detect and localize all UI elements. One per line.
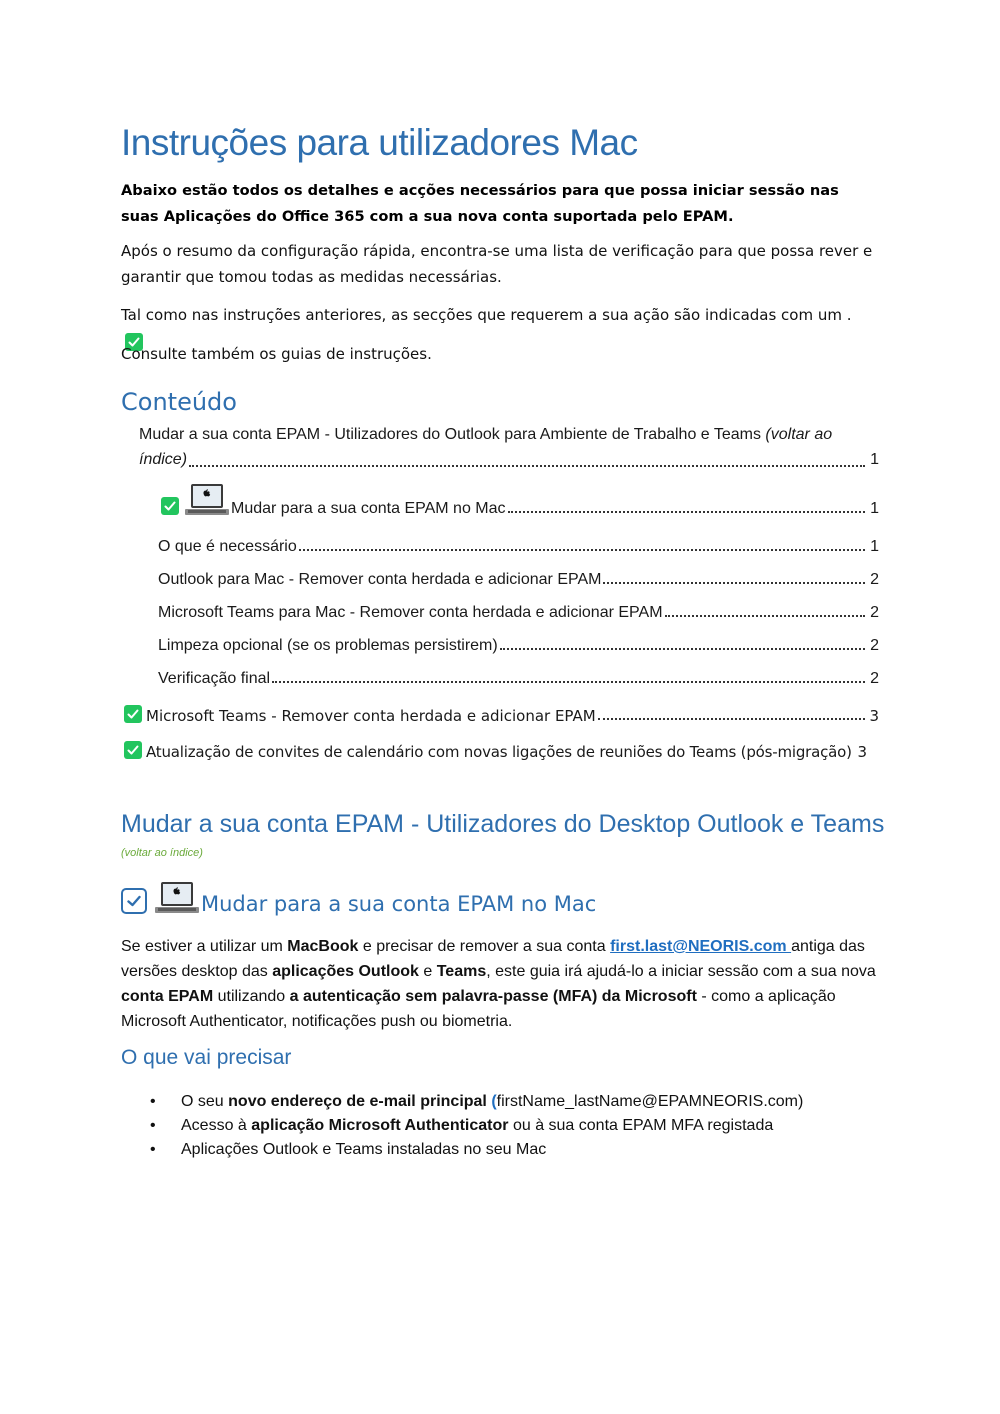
list-paren: ( — [486, 1093, 497, 1110]
body-text: Se estiver a utilizar um — [121, 938, 288, 955]
toc-entry-text: Verificação final — [158, 670, 271, 687]
green-check-icon — [124, 705, 142, 723]
body-bold: a autenticação sem palavra-passe (MFA) da Microsoft — [289, 988, 697, 1005]
toc-page-number: 2 — [870, 670, 879, 687]
guides-paragraph: Consulte também os guias de instruções. — [121, 345, 432, 363]
toc-page-number: 3 — [857, 743, 867, 761]
list-text: firstName_lastName@EPAMNEORIS.com) — [496, 1093, 804, 1110]
toc-entry-text: Mudar para a sua conta EPAM no Mac — [231, 500, 506, 517]
toc-entry-italic-cont: índice) — [139, 451, 188, 468]
outline-check-icon — [121, 888, 147, 914]
toc-entry-text: Microsoft Teams para Mac - Remover conta herdada e adicionar EPAM — [158, 604, 663, 621]
list-text: Acesso à — [181, 1117, 252, 1134]
toc-entry-text: Atualização de convites de calendário com novas ligações de reuniões do Teams (pós-migração) — [146, 743, 852, 761]
toc-page-number: 2 — [870, 571, 879, 588]
list-text: Aplicações Outlook e Teams instaladas no seu Mac — [181, 1141, 547, 1158]
toc-entry-text: Outlook para Mac - Remover conta herdada e adicionar EPAM — [158, 571, 602, 588]
toc-entry-text: Mudar a sua conta EPAM - Utilizadores do Outlook para Ambiente de Trabalho e Teams — [139, 426, 761, 443]
toc-entry-italic: (voltar ao — [765, 426, 833, 443]
bullet-glyph: • — [150, 1117, 156, 1134]
macbook-icon — [185, 482, 229, 518]
page-title: Instruções para utilizadores Mac — [121, 122, 638, 163]
toc-entry-outlook-mac[interactable] — [158, 571, 879, 589]
toc-page-number: 1 — [870, 500, 879, 517]
toc-heading: Conteúdo — [121, 388, 237, 416]
list-text: O seu — [181, 1093, 229, 1110]
list-item — [150, 1114, 803, 1138]
list-bold: aplicação Microsoft Authenticator — [251, 1117, 509, 1134]
summary-paragraph: Após o resumo da configuração rápida, encontra-se uma lista de verificação para que possa rever e garantir que tomou todas as medidas necessárias. — [121, 242, 873, 286]
action-note-text: Tal como nas instruções anteriores, as secções que requerem a sua ação são indicadas com um . — [121, 306, 852, 324]
toc-entry-teams-remove[interactable] — [124, 705, 879, 725]
body-bold: Teams — [436, 963, 487, 980]
body-text: e precisar de remover a sua conta — [358, 938, 611, 955]
toc-entry-optional-cleanup[interactable] — [158, 637, 879, 655]
toc-entry-final-check[interactable] — [158, 670, 879, 688]
intro-bold-paragraph: Abaixo estão todos os detalhes e acções necessários para que possa iniciar sessão nas suas Aplicações do Office 365 com a sua nova conta suportada pelo EPAM. — [121, 182, 839, 225]
green-check-icon — [124, 741, 142, 759]
body-text: e — [418, 963, 437, 980]
macbook-icon — [155, 880, 199, 916]
green-check-icon — [161, 497, 179, 515]
toc-entry-what-needed[interactable] — [158, 538, 879, 556]
toc-entry-calendar-update[interactable] — [124, 741, 879, 761]
subsection-heading: Mudar para a sua conta EPAM no Mac — [201, 892, 597, 916]
list-bold: novo endereço de e-mail principal — [228, 1093, 487, 1110]
body-bold: MacBook — [287, 938, 359, 955]
list-item — [150, 1090, 803, 1114]
list-item — [150, 1138, 803, 1162]
subsection-heading-row — [121, 880, 596, 916]
body-text: , este guia irá ajudá-lo a iniciar sessão com a sua nova — [486, 963, 876, 980]
toc-entry-text: Microsoft Teams - Remover conta herdada e adicionar EPAM — [146, 707, 596, 725]
section-body-paragraph — [121, 934, 881, 1034]
section-heading: Mudar a sua conta EPAM - Utilizadores do Desktop Outlook e Teams — [121, 810, 885, 838]
toc-entry-switch-mac[interactable] — [161, 482, 879, 518]
body-text: antiga das versões desktop das — [121, 938, 865, 980]
body-bold: aplicações Outlook — [272, 963, 419, 980]
bullet-glyph: • — [150, 1141, 156, 1158]
body-text: - como a aplicação Microsoft Authenticator, notificações push ou biometria. — [121, 988, 836, 1030]
toc-page-number: 2 — [870, 604, 879, 621]
toc-entry-text: O que é necessário — [158, 538, 297, 555]
toc-page-number: 1 — [870, 451, 879, 468]
requirements-list — [150, 1090, 803, 1162]
requirements-heading: O que vai precisar — [121, 1046, 292, 1069]
email-link[interactable]: first.last@NEORIS.com — [610, 938, 792, 955]
toc-entry-text: Limpeza opcional (se os problemas persistirem) — [158, 637, 498, 654]
body-text: utilizando — [213, 988, 290, 1005]
toc-entry-switch-epam-account[interactable] — [139, 422, 879, 472]
back-to-index-link[interactable]: (voltar ao índice) — [121, 847, 203, 859]
bullet-glyph: • — [150, 1093, 156, 1110]
body-bold: conta EPAM — [121, 988, 214, 1005]
toc-page-number: 1 — [870, 538, 879, 555]
list-text: ou à sua conta EPAM MFA registada — [508, 1117, 774, 1134]
toc-page-number: 3 — [869, 707, 879, 725]
toc-page-number: 2 — [870, 637, 879, 654]
toc-entry-teams-mac[interactable] — [158, 604, 879, 622]
